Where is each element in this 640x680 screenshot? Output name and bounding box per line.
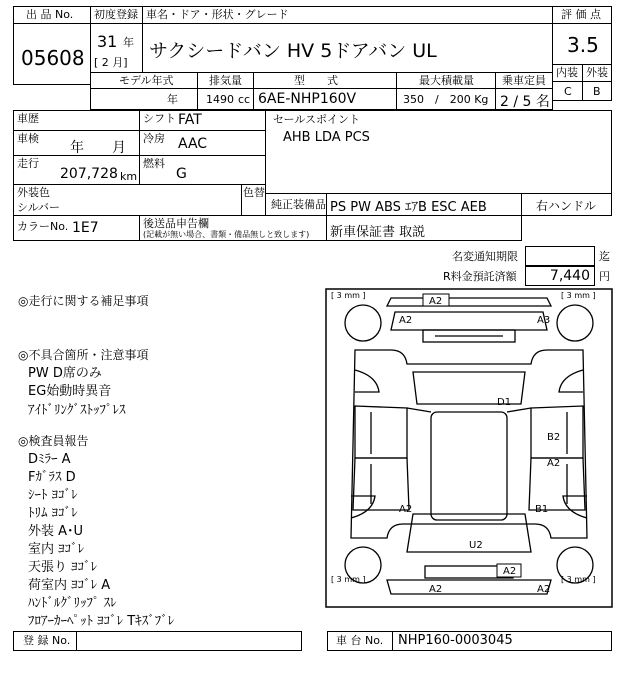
tire-label-rear-left: [ 3 mm ] xyxy=(331,575,366,584)
tire-label-rear-right: [ 3 mm ] xyxy=(561,575,596,584)
lot-number-cell xyxy=(13,23,91,85)
left-front-door xyxy=(355,406,407,458)
damage-mark-tailgate: U2 xyxy=(469,540,483,551)
reg-no-label: 登 録 No. xyxy=(23,634,71,647)
displacement-cell xyxy=(197,88,254,110)
grade-label: 評 価 点 xyxy=(561,8,601,21)
type-value: 6AE-NHP160V xyxy=(258,91,357,107)
damage-mark-right-front-door: B2 xyxy=(547,432,561,443)
recycle-box xyxy=(525,266,595,286)
displacement-value: 1490 xyxy=(206,93,234,106)
mileage-value: 207,728 xyxy=(60,166,118,182)
interior-label: 内装 xyxy=(556,66,578,79)
color-cell xyxy=(13,184,242,216)
wheel-front-right xyxy=(557,305,593,341)
name-change-box xyxy=(525,246,595,266)
shift-label: シフト xyxy=(143,112,176,125)
interior-label-cell xyxy=(552,64,583,82)
ac-value: AAC xyxy=(178,136,208,152)
mileage-label: 走行 xyxy=(17,157,39,170)
exterior-cell xyxy=(582,81,612,101)
mileage-unit: km xyxy=(120,170,138,183)
equipment-cell xyxy=(326,193,522,216)
recycle-unit: 円 xyxy=(599,270,610,283)
steering-cell xyxy=(521,193,612,216)
tire-label-front-left: [ 3 mm ] xyxy=(331,291,366,300)
history-cell xyxy=(13,110,140,131)
inspector-line: ﾄﾘﾑ ﾖｺﾞﾚ xyxy=(28,506,78,521)
repaint-label: 色替 xyxy=(243,186,265,199)
damage-mark-rear-bumper-upper: A2 xyxy=(503,566,517,577)
capacity-value: 2 / 5 名 xyxy=(500,94,550,110)
roof-outline xyxy=(431,412,507,520)
damage-mark-left-side: A2 xyxy=(399,504,413,515)
max-load-cell xyxy=(396,88,496,110)
equipment-value: PS PW ABS ｴｱB ESC AEB xyxy=(330,200,487,215)
type-label: 型 式 xyxy=(294,74,338,87)
interior-cell xyxy=(552,81,583,101)
history-label: 車歴 xyxy=(17,112,39,125)
damage-mark-front-left: A2 xyxy=(399,315,413,326)
damage-mark-rear-bumper-lower-right: A2 xyxy=(537,584,551,595)
inspector-line: ｼｰﾄ ﾖｺﾞﾚ xyxy=(28,488,78,503)
wheel-front-left xyxy=(345,305,381,341)
recycle-label: R料金預託済額 xyxy=(443,270,517,283)
recycle-value: 7,440 xyxy=(549,268,590,284)
lot-label-cell xyxy=(13,6,91,24)
grade-cell xyxy=(552,23,612,65)
model-name-cell xyxy=(142,23,553,73)
tire-label-front-right: [ 3 mm ] xyxy=(561,291,596,300)
capacity-cell xyxy=(495,88,553,110)
first-reg-year: 31 xyxy=(97,32,118,51)
first-reg-label: 初度登録 xyxy=(94,8,138,21)
fuel-label: 燃料 xyxy=(143,157,165,170)
displacement-label: 排気量 xyxy=(209,74,242,87)
chassis-cell xyxy=(392,631,612,651)
inspector-line: ﾌﾛｱｰｶｰﾍﾟｯﾄ ﾖｺﾞﾚ Tｷｽﾞﾌﾞﾚ xyxy=(28,614,175,629)
sales-point-value: AHB LDA PCS xyxy=(283,130,370,145)
model-name-label-cell xyxy=(142,6,553,24)
front-bumper-outline xyxy=(387,298,551,306)
displacement-unit: cc xyxy=(238,93,251,106)
aftermarket-label: 後送品申告欄 xyxy=(143,217,209,230)
model-year-label-cell xyxy=(90,72,198,89)
type-cell xyxy=(253,88,397,110)
grade-value: 3.5 xyxy=(567,33,599,57)
inspector-line: Fｶﾞﾗｽ D xyxy=(28,470,76,485)
inspector-line: 室内 ﾖｺﾞﾚ xyxy=(28,542,85,557)
capacity-label: 乗車定員 xyxy=(502,74,546,87)
aftermarket-cell xyxy=(139,215,327,241)
car-damage-diagram xyxy=(325,288,613,608)
color-no-cell xyxy=(13,215,140,241)
equipment-label: 純正装備品 xyxy=(271,198,326,211)
sales-point-cell xyxy=(265,110,612,194)
inspector-line: 荷室内 ﾖｺﾞﾚ A xyxy=(28,578,111,593)
right-front-wheel-arch xyxy=(559,370,583,392)
inspector-line: ﾊﾝﾄﾞﾙｸﾞﾘｯﾌﾟ ｽﾚ xyxy=(28,596,117,611)
interior-grade: C xyxy=(564,85,572,98)
inspector-line: 外装 A･U xyxy=(28,524,84,539)
sales-point-label: セールスポイント xyxy=(273,113,361,126)
left-front-wheel-arch xyxy=(355,370,379,392)
reg-no-label-cell xyxy=(13,631,77,651)
model-name: サクシードバン HV 5ドアバン UL xyxy=(149,40,437,62)
color-no-label: カラーNo. xyxy=(17,220,69,233)
defect-line: PW D席のみ xyxy=(28,366,102,381)
first-reg-cell xyxy=(90,23,143,73)
color-value: シルバー xyxy=(17,201,60,214)
color-no-value: 1E7 xyxy=(72,220,99,236)
color-label: 外装色 xyxy=(17,186,50,199)
name-change-label: 名変通知期限 xyxy=(452,250,518,263)
damage-mark-right-quarter: B1 xyxy=(535,504,549,515)
name-change-unit: 迄 xyxy=(599,250,610,263)
damage-mark-right-rear-door: A2 xyxy=(547,458,561,469)
exterior-grade: B xyxy=(593,85,601,98)
max-load-value: 350 / 200 Kg xyxy=(403,93,489,106)
ac-label: 冷房 xyxy=(143,132,165,145)
inspection-value: 年 月 xyxy=(70,140,126,156)
repaint-cell xyxy=(241,184,266,216)
lot-label: 出 品 No. xyxy=(26,8,74,21)
warranty-cell xyxy=(326,215,522,241)
grade-label-cell xyxy=(552,6,612,24)
first-reg-year-unit: 年 xyxy=(123,36,134,49)
shift-value: FAT xyxy=(178,112,202,128)
damage-mark-rear-bumper-lower-left: A2 xyxy=(429,584,443,595)
equipment-label-cell xyxy=(265,193,327,216)
inspection-cell xyxy=(13,130,140,156)
inspection-label: 車検 xyxy=(17,132,39,145)
type-label-cell xyxy=(253,72,397,89)
chassis-value: NHP160-0003045 xyxy=(398,633,513,648)
ac-cell xyxy=(139,130,266,156)
defect-line: EG始動時異音 xyxy=(28,384,112,399)
damage-mark-roof: D1 xyxy=(497,397,512,408)
mileage-cell xyxy=(13,155,140,185)
inspector-line: Dﾐﾗｰ A xyxy=(28,452,71,467)
front-face-outline xyxy=(391,312,547,330)
supplement-title: ◎走行に関する補足事項 xyxy=(18,294,149,308)
defects-title: ◎不具合箇所・注意事項 xyxy=(18,348,149,362)
rear-bumper-outline xyxy=(387,580,551,594)
displacement-label-cell xyxy=(197,72,254,89)
max-load-label-cell xyxy=(396,72,496,89)
exterior-label: 外装 xyxy=(586,66,608,79)
left-rear-door xyxy=(353,458,409,510)
damage-mark-front-bumper: A2 xyxy=(429,296,443,307)
steering-value: 右ハンドル xyxy=(536,199,597,213)
inspector-line: 天張り ﾖｺﾞﾚ xyxy=(28,560,98,575)
aftermarket-note: (記載が無い場合、書類・備品無しと致します) xyxy=(143,230,310,239)
capacity-label-cell xyxy=(495,72,553,89)
reg-no-cell xyxy=(76,631,302,651)
model-year-cell xyxy=(90,88,198,110)
chassis-label: 車 台 No. xyxy=(336,634,384,647)
max-load-label: 最大積載量 xyxy=(419,74,474,87)
model-year-label: モデル年式 xyxy=(119,74,174,87)
fuel-value: G xyxy=(176,166,187,182)
first-reg-label-cell xyxy=(90,6,143,24)
model-name-label: 車名・ドア・形状・グレード xyxy=(146,8,289,21)
warranty-value: 新車保証書 取説 xyxy=(330,225,426,240)
first-reg-month: [ 2 月] xyxy=(94,56,128,69)
lot-number: 05608 xyxy=(21,46,85,70)
defect-line: ｱｲﾄﾞﾘﾝｸﾞｽﾄｯﾌﾟﾚｽ xyxy=(28,403,126,418)
shift-cell xyxy=(139,110,266,131)
exterior-label-cell xyxy=(582,64,612,82)
chassis-label-cell xyxy=(327,631,393,651)
inspector-title: ◎検査員報告 xyxy=(18,434,89,448)
fuel-cell xyxy=(139,155,266,185)
model-year-unit: 年 xyxy=(167,93,178,106)
damage-mark-front-right: A3 xyxy=(537,315,551,326)
